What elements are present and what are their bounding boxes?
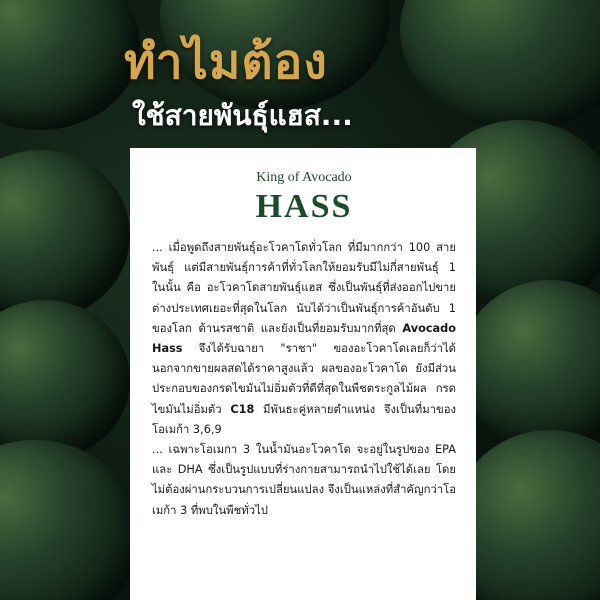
- body-paragraph-2: ... เฉพาะโอเมกา 3 ในน้ำมันอะโวคาโด จะอยู่ในรูปของ EPA และ DHA ซึ่งเป็นรูปแบบที่ร่างกายสามารถนำไปใช้ได้เลย โดยไม่ต้องผ่านกระบวนการเปลี่ยนแปลง จึงเป็นแหล่งที่สำคัญกว่าโอเมก้า 3 ที่พบในพืชทั่วไป: [152, 443, 456, 517]
- avocado-fruit: [0, 0, 140, 130]
- avocado-fruit: [400, 0, 600, 130]
- paragraph-text: จึงได้รับฉายา "ราชา" ของอะโวคาโดเลยก็ว่าได้ นอกจากขายผลสดได้ราคาสูงแล้ว ผลของอะโวคาโด ยังมีส่วนประกอบของกรดไขมันไม่อิ่มตัวที่ดีที่สุดในพืชตระกูลไม้ผล กรดไขมันไม่อิ่มตัว: [152, 342, 457, 416]
- card-kicker: King of Avocado: [256, 170, 352, 185]
- paragraph-text: ... เมื่อพูดถึงสายพันธุ์อะโวคาโดทั่วโลก ที่มีมากกว่า 100 สายพันธุ์ แต่มีสายพันธุ์การค้าที่ทั่วโลกให้ยอมรับมีไม่กี่สายพันธุ์ 1 ในนั้น คือ อะโวคาโดสายพันธุ์แฮส ซึ่งเป็นพันธุ์ที่ส่งออกไปขายต่างประเทศเยอะที่สุดในโลก นับได้ว่าเป็นพันธุ์การค้าอันดับ 1 ของโลก ด้านรสชาติ และยังเป็นที่ยอมรับมากที่สุด: [152, 241, 456, 335]
- avocado-fruit: [0, 440, 140, 600]
- bold-term-c18: C18: [230, 402, 255, 416]
- body-paragraph-1: [152, 238, 456, 440]
- paragraph-text: มีพันธะคู่หลายตำแหน่ง จึงเป็นที่มาของ โอเมก้า 3,6,9: [152, 402, 457, 436]
- avocado-fruit: [0, 150, 130, 320]
- avocado-fruit: [460, 280, 600, 450]
- page-subtitle: ใช้สายพันธุ์แฮส...: [132, 99, 353, 132]
- avocado-fruit: [0, 300, 130, 460]
- info-card: [130, 148, 476, 600]
- bold-term-avocado-hass: Avocado Hass: [152, 321, 456, 356]
- page-title: ทำไมต้อง: [124, 34, 328, 90]
- card-brand-title: HASS: [255, 188, 353, 225]
